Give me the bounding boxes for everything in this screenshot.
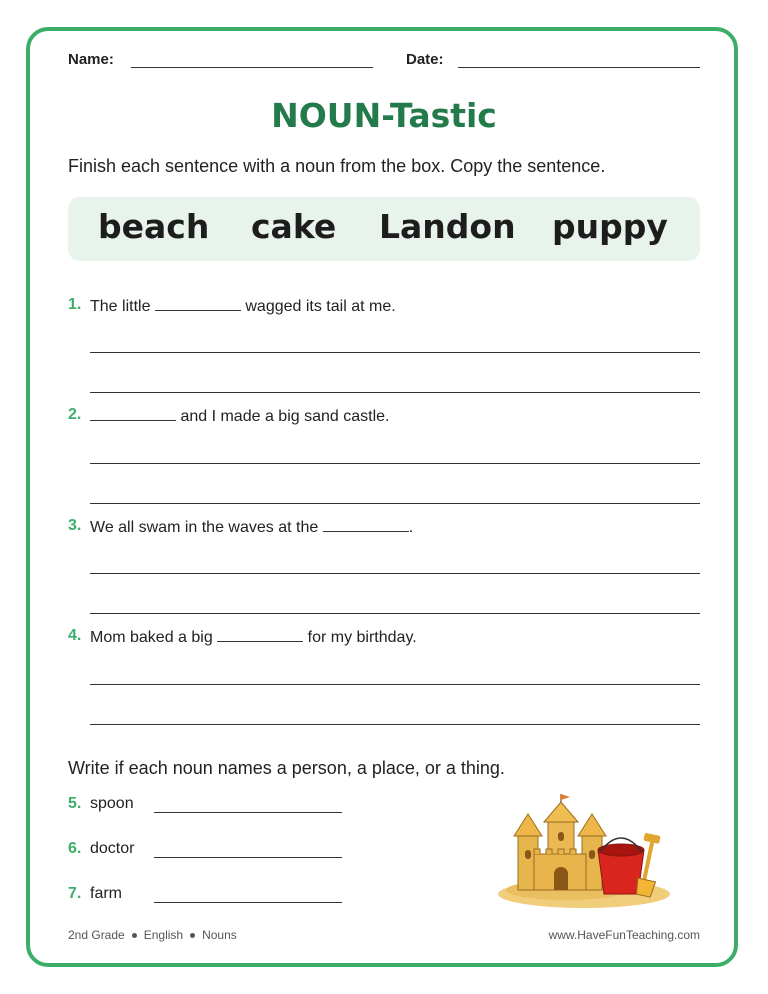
question-number: 7. [68, 885, 82, 902]
footer-tags [68, 928, 237, 942]
answer-line[interactable] [90, 613, 700, 614]
answer-line[interactable] [90, 684, 700, 685]
sentence-4 [90, 627, 417, 647]
sentence-1 [90, 296, 396, 316]
sandcastle-illustration [496, 794, 681, 910]
question-number: 2. [68, 406, 82, 423]
answer-line[interactable] [90, 392, 700, 393]
classify-answer-line[interactable] [154, 902, 342, 903]
fill-in-blank[interactable] [90, 406, 176, 421]
answer-line[interactable] [90, 503, 700, 504]
sentence-text-after: . [408, 519, 414, 536]
sentence-text-before: Mom baked a big [90, 629, 218, 646]
worksheet-title: NOUN-Tastic [271, 96, 497, 135]
question-number: 1. [68, 296, 82, 313]
footer-tag: Nouns [202, 928, 237, 942]
classify-word: doctor [90, 840, 135, 857]
classify-word: spoon [90, 795, 134, 812]
word-bank-item: puppy [552, 207, 668, 246]
fill-in-blank[interactable] [217, 627, 303, 642]
name-line[interactable] [131, 67, 373, 68]
footer-tag: English [143, 928, 184, 942]
sentence-text-after: and I made a big sand castle. [176, 408, 390, 425]
sentence-text-before: The little [90, 298, 155, 315]
classify-answer-line[interactable] [154, 812, 342, 813]
answer-line[interactable] [90, 463, 700, 464]
word-bank-item: beach [98, 207, 210, 246]
instructions-part-1: Finish each sentence with a noun from the box. Copy the sentence. [68, 156, 606, 176]
bullet-dot-icon [132, 933, 137, 938]
question-number: 5. [68, 795, 82, 812]
question-number: 3. [68, 517, 82, 534]
name-label: Name: [68, 51, 114, 68]
fill-in-blank[interactable] [155, 296, 241, 311]
sentence-text-after: wagged its tail at me. [240, 298, 396, 315]
footer-website[interactable]: www.HaveFunTeaching.com [548, 928, 700, 942]
sentence-3 [90, 517, 413, 537]
word-bank-item: cake [251, 207, 337, 246]
question-number: 4. [68, 627, 82, 644]
sentence-text-before: We all swam in the waves at the [90, 519, 323, 536]
sentence-2 [90, 406, 389, 426]
sentence-text-after: for my birthday. [303, 629, 417, 646]
date-line[interactable] [458, 67, 700, 68]
date-label: Date: [406, 51, 444, 68]
footer-tag: 2nd Grade [68, 928, 125, 942]
answer-line[interactable] [90, 352, 700, 353]
word-bank [68, 197, 700, 261]
word-bank-item: Landon [379, 207, 516, 246]
question-number: 6. [68, 840, 82, 857]
classify-answer-line[interactable] [154, 857, 342, 858]
bullet-dot-icon [190, 933, 195, 938]
fill-in-blank[interactable] [323, 517, 409, 532]
answer-line[interactable] [90, 724, 700, 725]
answer-line[interactable] [90, 573, 700, 574]
instructions-part-2: Write if each noun names a person, a place, or a thing. [68, 758, 505, 778]
classify-word: farm [90, 885, 122, 902]
